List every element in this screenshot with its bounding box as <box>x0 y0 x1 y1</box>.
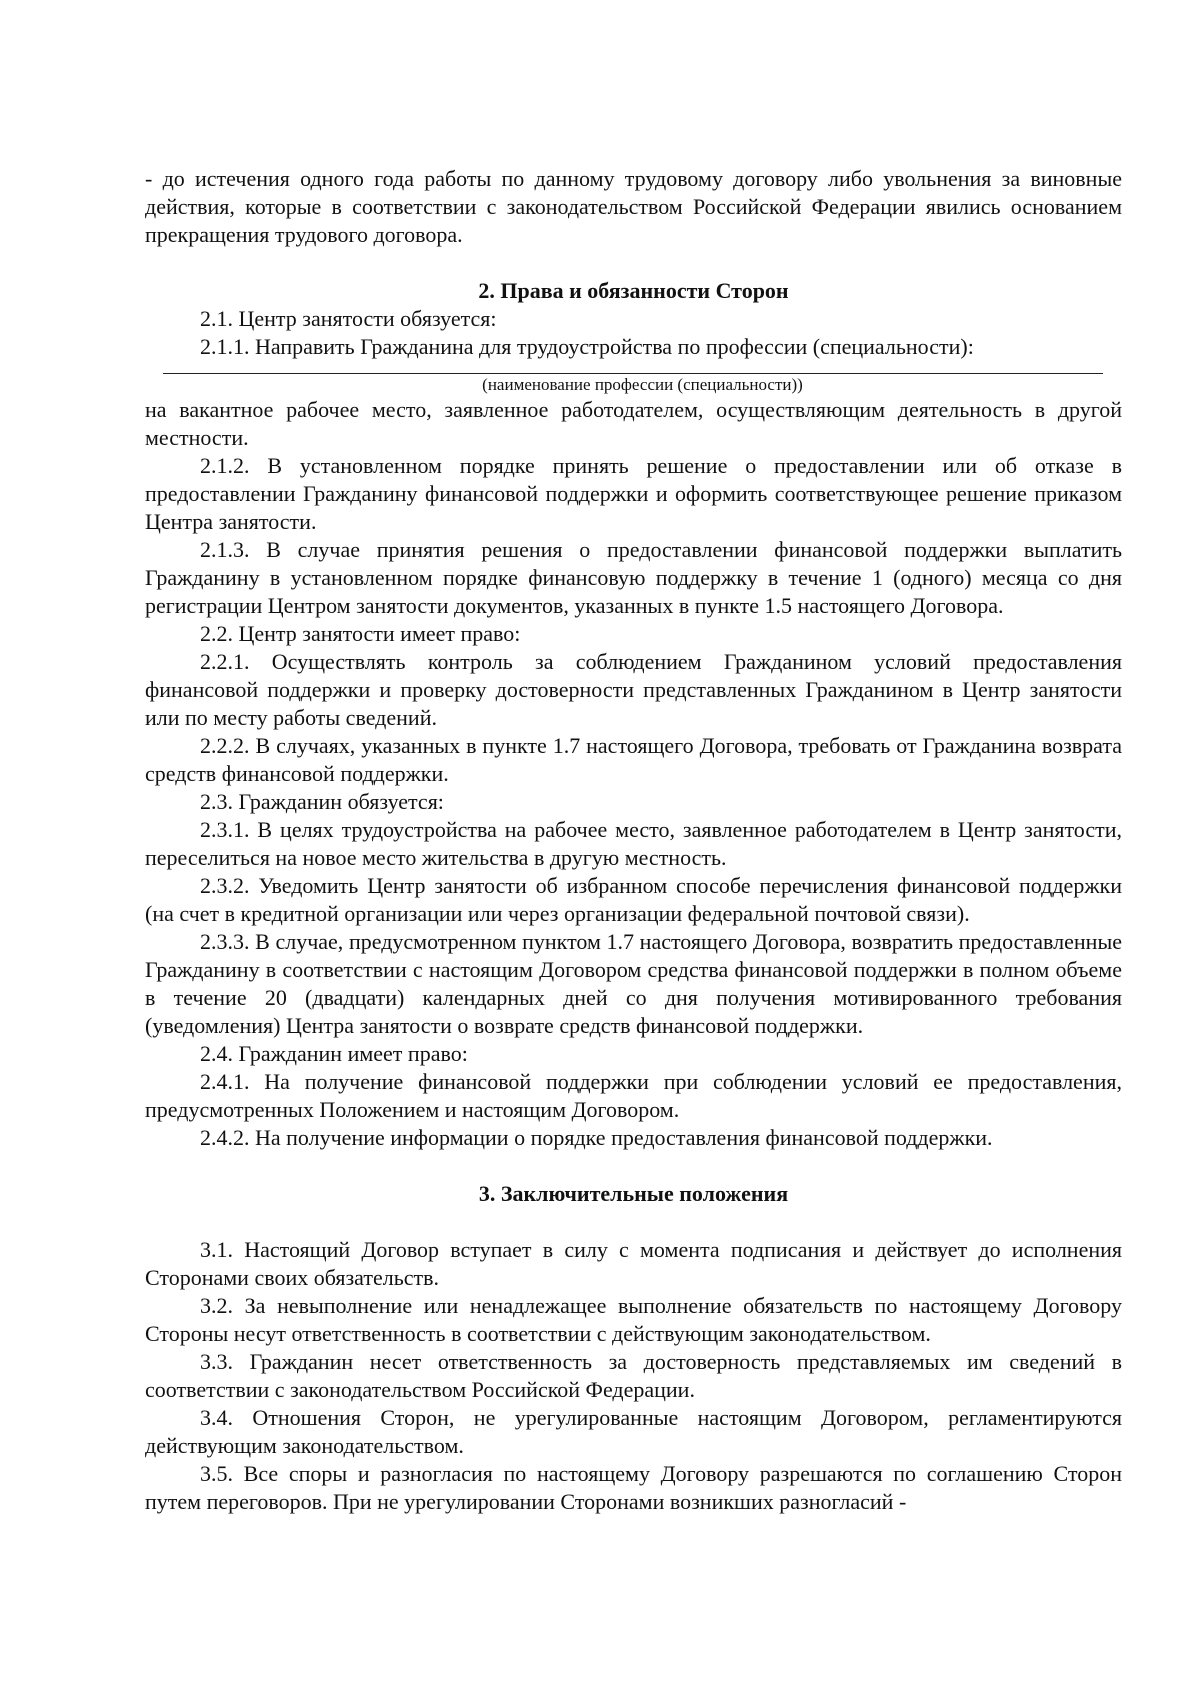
document-page <box>145 165 1122 1516</box>
clause-2-2-1: 2.2.1. Осуществлять контроль за соблюдением Гражданином условий предоставления финансовой поддержки и проверку достоверности представленных Гражданином в Центр занятости или по месту работы сведений. <box>145 649 1122 730</box>
profession-blank-caption: (наименование профессии (специальности)) <box>482 375 803 394</box>
clause-3-1: 3.1. Настоящий Договор вступает в силу с момента подписания и действует до исполнения Сторонами своих обязательств. <box>145 1237 1122 1290</box>
section-2-title: 2. Права и обязанности Сторон <box>478 278 789 303</box>
clause-2-3-2: 2.3.2. Уведомить Центр занятости об избранном способе перечисления финансовой поддержки (на счет в кредитной организации или через организации федеральной почтовой связи). <box>145 873 1122 926</box>
clause-2-1-2: 2.1.2. В установленном порядке принять решение о предоставлении или об отказе в предоставлении Гражданину финансовой поддержки и оформить соответствующее решение приказом Центра занятости. <box>145 453 1122 534</box>
clause-2-4: 2.4. Гражданин имеет право: <box>200 1041 468 1066</box>
clause-2-2-2: 2.2.2. В случаях, указанных в пункте 1.7 настоящего Договора, требовать от Гражданина возврата средств финансовой поддержки. <box>145 733 1122 786</box>
clause-2-3: 2.3. Гражданин обязуется: <box>200 789 444 814</box>
clause-2-1: 2.1. Центр занятости обязуется: <box>200 306 497 331</box>
clause-3-5: 3.5. Все споры и разногласия по настоящему Договору разрешаются по соглашению Сторон путем переговоров. При не урегулировании Сторонами возникших разногласий - <box>145 1461 1122 1514</box>
section-3-title: 3. Заключительные положения <box>478 1181 789 1206</box>
clause-2-2: 2.2. Центр занятости имеет право: <box>200 621 521 646</box>
clause-3-3: 3.3. Гражданин несет ответственность за достоверность представляемых им сведений в соответствии с законодательством Российской Федерации. <box>145 1349 1122 1402</box>
clause-2-1-1-continued: на вакантное рабочее место, заявленное работодателем, осуществляющим деятельность в другой местности. <box>145 397 1122 450</box>
intro-paragraph: - до истечения одного года работы по данному трудовому договору либо увольнения за виновные действия, которые в соответствии с законодательством Российской Федерации явились основанием прекращения трудового договора. <box>145 166 1122 247</box>
clause-2-1-3: 2.1.3. В случае принятия решения о предоставлении финансовой поддержки выплатить Гражданину в установленном порядке финансовую поддержку в течение 1 (одного) месяца со дня регистрации Центром занятости документов, указанных в пункте 1.5 настоящего Договора. <box>145 537 1122 618</box>
clause-2-4-2: 2.4.2. На получение информации о порядке предоставления финансовой поддержки. <box>200 1125 993 1150</box>
clause-2-4-1: 2.4.1. На получение финансовой поддержки при соблюдении условий ее предоставления, предусмотренных Положением и настоящим Договором. <box>145 1069 1122 1122</box>
clause-2-1-1: 2.1.1. Направить Гражданина для трудоустройства по профессии (специальности): <box>200 334 974 359</box>
clause-2-3-1: 2.3.1. В целях трудоустройства на рабочее место, заявленное работодателем в Центр занятости, переселиться на новое место жительства в другую местность. <box>145 817 1122 870</box>
clause-2-3-3: 2.3.3. В случае, предусмотренном пунктом 1.7 настоящего Договора, возвратить предоставленные Гражданину в соответствии с настоящим Договором средства финансовой поддержки в полном объеме в течение 20 (двадцати) календарных дней со дня получения мотивированного требования (уведомления) Центра занятости о возврате средств финансовой поддержки. <box>145 929 1122 1038</box>
clause-3-4: 3.4. Отношения Сторон, не урегулированные настоящим Договором, регламентируются действующим законодательством. <box>145 1405 1122 1458</box>
clause-3-2: 3.2. За невыполнение или ненадлежащее выполнение обязательств по настоящему Договору Стороны несут ответственность в соответствии с действующим законодательством. <box>145 1293 1122 1346</box>
